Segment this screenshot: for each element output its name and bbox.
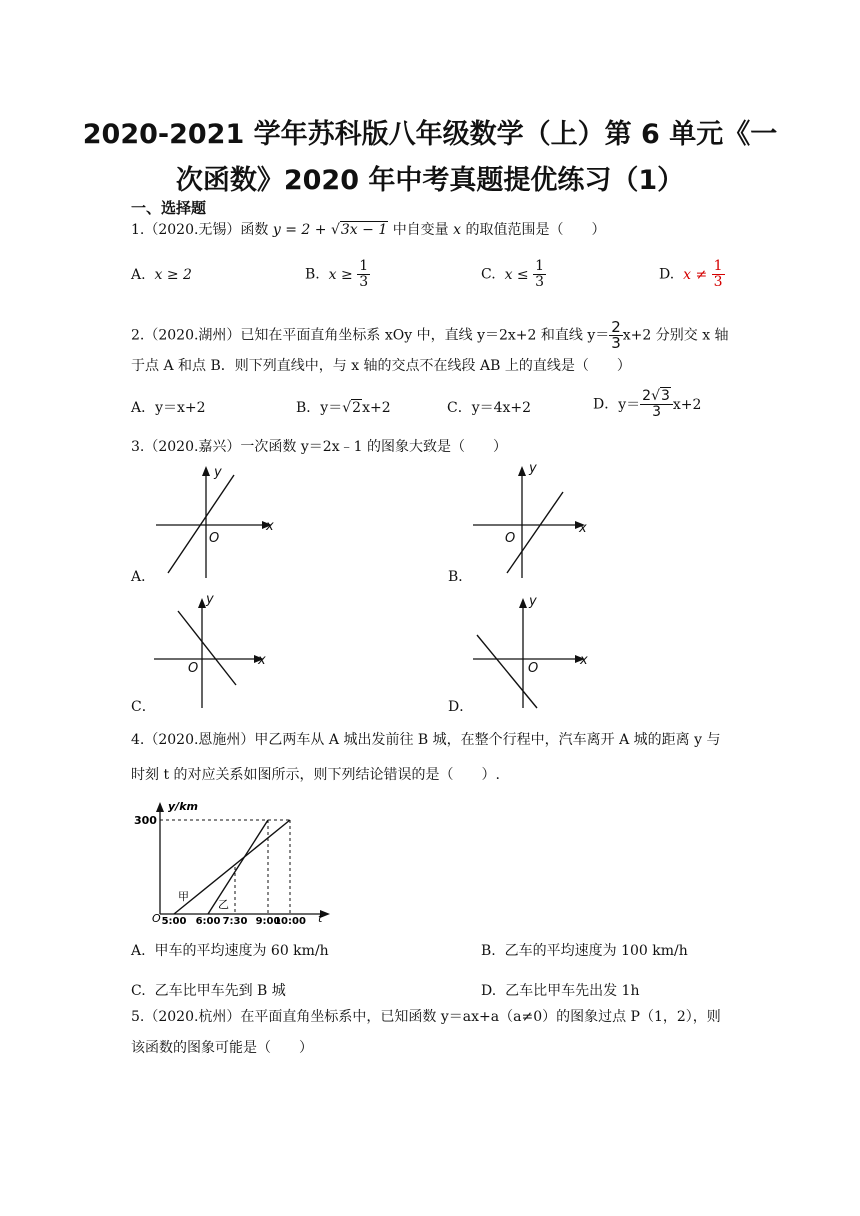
q4-option-a[interactable] [131, 940, 329, 960]
q4-distance-time-chart [130, 796, 340, 926]
title-line-1: 2020-2021 学年苏科版八年级数学（上）第 6 单元《一 [82, 119, 778, 150]
q4-line-1: 4.（2020.恩施州）甲乙两车从 A 城出发前往 B 城，在整个行程中，汽车离开 A 城的距离 y 与 [131, 732, 721, 748]
q4-x-tick-900: 9:00 [255, 916, 281, 926]
q3-d-y-label: y [529, 594, 537, 609]
q3-c-x-label: x [258, 653, 266, 668]
q4-option-b-label: B. [481, 943, 496, 959]
q1-option-b-label: B. [305, 266, 320, 283]
q3-stem: 3.（2020.嘉兴）一次函数 y＝2x﹣1 的图象大致是（ ） [131, 439, 507, 455]
q1-option-d-text: x ≠ $\frac{1}{3}$ [683, 258, 723, 290]
q3-a-x-label: x [266, 519, 274, 534]
q3-a-y-label: y [214, 465, 222, 480]
q4-option-d-label: D. [481, 983, 497, 999]
q2-option-d[interactable] [593, 389, 701, 420]
q1-formula: y = 2 + √3x − 1 [272, 222, 388, 238]
q2-option-d-text: y＝ $\frac{2√3}{3}$ x+2 [618, 388, 702, 420]
q1-option-b-text: x ≥ $\frac{1}{3}$ [328, 258, 369, 290]
q4-option-c[interactable] [131, 980, 286, 1000]
q1-option-d[interactable] [659, 259, 725, 290]
q3-a-origin: O [209, 531, 220, 546]
q4-series-line-yi [208, 820, 268, 914]
q4-option-d[interactable] [481, 980, 639, 1000]
q1-option-d-label: D. [659, 266, 675, 283]
q3-c-y-label: y [206, 592, 214, 607]
q1-option-c-label: C. [481, 266, 496, 283]
q1-option-c[interactable] [481, 259, 546, 290]
q3-d-x-label: x [580, 653, 588, 668]
q3-option-c[interactable]: C． [131, 699, 156, 715]
q2-line-2: 于点 A 和点 B．则下列直线中，与 x 轴的交点不在线段 AB 上的直线是（ ） [131, 358, 631, 374]
q3-b-y-label: y [529, 461, 537, 476]
q3-graph-d [467, 590, 597, 712]
q2-line-1b: x+2 分别交 x 轴 [622, 327, 729, 344]
q2-option-c-label: C． [447, 400, 472, 416]
q4-option-b-text: 乙车的平均速度为 100 km/h [504, 943, 688, 959]
q3-b-x-label: x [579, 521, 587, 536]
q4-label-jia: 甲 [178, 890, 189, 903]
q4-option-c-label: C. [131, 983, 146, 999]
q2-option-a-text: y＝x+2 [155, 400, 206, 416]
q4-series-line-jia [174, 820, 290, 914]
q3-option-b[interactable]: B． [448, 569, 473, 585]
q3-option-a[interactable]: A． [131, 569, 156, 585]
q4-x-tick-1000: 10:00 [274, 916, 306, 926]
q4-x-tick-600: 6:00 [195, 916, 221, 926]
q2-option-a[interactable] [131, 397, 206, 417]
q1-stem-a: 1.（2020.无锡）函数 [131, 222, 273, 238]
section-heading: 一、选择题 [131, 199, 207, 217]
q4-line-2: 时刻 t 的对应关系如图所示，则下列结论错误的是（ ）. [131, 767, 500, 783]
q1-var: x [453, 222, 462, 238]
q1-stem-c: 的取值范围是（ ） [465, 222, 606, 238]
q3-graph-b [467, 460, 597, 582]
q2-option-c-text: y＝4x+2 [471, 400, 532, 416]
q4-option-c-text: 乙车比甲车先到 B 城 [154, 983, 286, 999]
q2-option-c[interactable] [447, 397, 531, 417]
q4-marks [160, 820, 306, 926]
q3-graph-a [150, 460, 280, 582]
q1-option-a-label: A. [131, 267, 146, 283]
q2-option-d-label: D． [593, 396, 619, 413]
q1-stem [131, 220, 606, 240]
q2-fraction: $\frac{2}{3}$ [611, 318, 621, 352]
q2-option-b-text: y＝√2x+2 [320, 400, 391, 416]
q2-option-a-label: A． [131, 400, 156, 416]
q4-x-tick-730: 7:30 [222, 916, 248, 926]
q1-option-c-text: x ≤ $\frac{1}{3}$ [504, 258, 545, 290]
q3-graph-c [150, 590, 280, 712]
q4-x-tick-500: 5:00 [161, 916, 187, 926]
q4-label-yi: 乙 [218, 898, 229, 911]
q3-d-origin: O [528, 661, 539, 676]
q4-option-a-text: 甲车的平均速度为 60 km/h [154, 943, 329, 959]
q5-line-2: 该函数的图象可能是（ ） [131, 1040, 313, 1056]
q4-origin: O [152, 912, 161, 925]
q1-option-a-text: x ≥ 2 [154, 267, 192, 283]
q1-option-a[interactable] [131, 267, 192, 283]
q5-line-1: 5.（2020.杭州）在平面直角坐标系中，已知函数 y＝ax+a（a≠0）的图象过点 P（1，2），则 [131, 1009, 721, 1025]
q4-y-tick-300: 300 [134, 814, 157, 827]
q4-y-label: y/km [168, 800, 198, 813]
q2-option-b[interactable] [296, 397, 391, 417]
q3-option-d[interactable]: D． [448, 699, 474, 715]
q4-option-a-label: A. [131, 943, 146, 959]
q1-stem-b: 中自变量 [392, 222, 454, 238]
q4-x-label: t [318, 912, 323, 925]
q1-option-b[interactable] [305, 259, 370, 290]
q4-option-d-text: 乙车比甲车先出发 1h [505, 983, 640, 999]
q4-option-b[interactable] [481, 940, 688, 960]
q2-option-b-label: B． [296, 400, 321, 416]
q2-line-1a: 2.（2020.湖州）已知在平面直角坐标系 xOy 中，直线 y＝2x+2 和直线 y＝ [131, 327, 610, 344]
q3-b-origin: O [505, 531, 516, 546]
title-line-2: 次函数》2020 年中考真题提优练习（1） [175, 165, 685, 196]
q3-c-origin: O [188, 661, 199, 676]
q2-line-1 [131, 320, 729, 351]
